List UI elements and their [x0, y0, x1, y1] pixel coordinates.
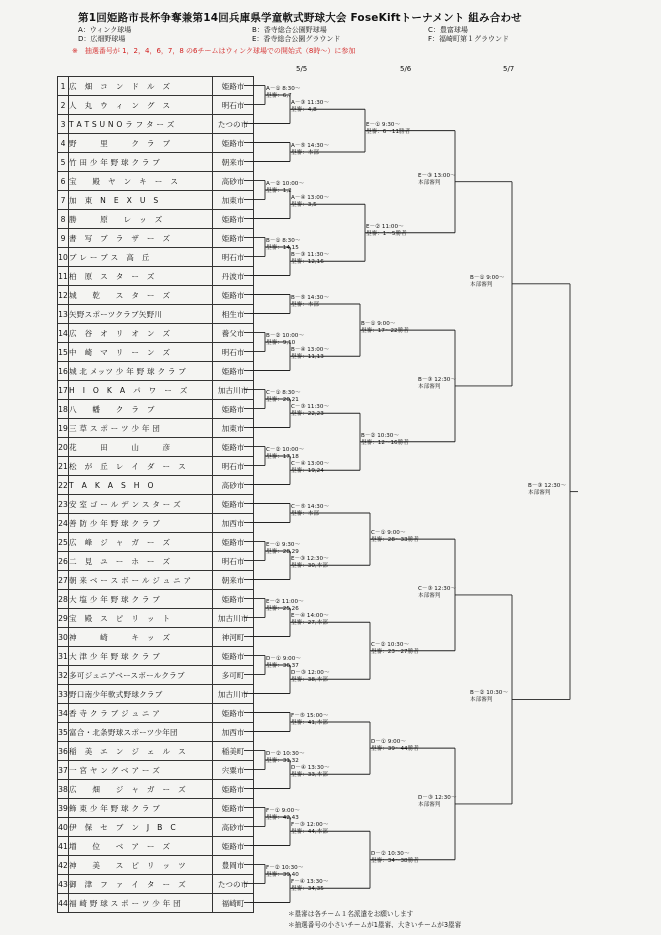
team-name: 大 津 少 年 野 球 ク ラ ブ [69, 647, 213, 666]
game-time: B－③ 12:30～ [418, 376, 456, 383]
game-label [366, 122, 410, 136]
game-umpire: 塁審：3,5 [291, 202, 317, 209]
team-name: 大 塩 少 年 野 球 ク ラ ブ [69, 590, 213, 609]
team-name: 広 畑 コ ン ド ル ズ [69, 77, 213, 96]
game-time: E－① 9:30～ [266, 542, 301, 548]
game-label [371, 530, 419, 544]
footnote-1: ＊塁審は各チーム１名派遣をお願いします [288, 910, 414, 918]
game-time: A－③ 11:30～ [291, 100, 329, 107]
game-label [291, 556, 329, 570]
team-name: 城 北 メッツ 少 年 野 球 ク ラ ブ [69, 362, 213, 381]
team-number: 16 [58, 362, 69, 381]
game-umpire: 塁審：23～27勝者 [371, 648, 419, 655]
team-name: 松 が 丘 レ イ ダ ー ス [69, 457, 213, 476]
team-number: 17 [58, 381, 69, 400]
team-name: 中 崎 マ リ ー ン ズ [69, 343, 213, 362]
game-umpire: 塁審：28～33勝者 [371, 537, 419, 544]
team-number: 44 [58, 894, 69, 913]
team-number: 28 [58, 590, 69, 609]
game-umpire: 塁審：6～11勝者 [366, 128, 411, 135]
game-label [266, 447, 304, 461]
team-number: 43 [58, 875, 69, 894]
game-time: B－⑤ 14:30～ [291, 295, 329, 301]
game-label [291, 670, 329, 684]
team-name: 八 幡 ク ラ ブ [69, 400, 213, 419]
team-city: 姫路市 [213, 229, 254, 248]
team-name: 安 室 ゴ ー ル デ ン ス タ ー ズ [69, 495, 213, 514]
team-name: 野 里 ク ラ ブ [69, 134, 213, 153]
game-time: B－④ 13:00～ [291, 347, 329, 354]
game-umpire: 塁審：本部 [291, 302, 319, 308]
game-time: E－① 9:30～ [366, 121, 401, 128]
team-name: 広 峰 ジ ャ ガ ー ズ [69, 533, 213, 552]
game-label [266, 808, 300, 822]
game-label [266, 333, 304, 347]
team-number: 8 [58, 210, 69, 229]
game-umpire: 塁審：22,23 [291, 411, 324, 418]
team-number: 15 [58, 343, 69, 362]
team-name: T A T S U N O ラ フ タ ー ズ [69, 115, 213, 134]
game-umpire: 本部審判 [418, 179, 441, 186]
team-name: 人 丸 ウ ィ ン グ ス [69, 96, 213, 115]
game-time: F－④ 13:30～ [291, 879, 329, 886]
game-label [291, 100, 329, 114]
game-label [470, 275, 504, 289]
team-name: 増 位 ベ ア ー ズ [69, 837, 213, 856]
team-city: 多可町 [213, 666, 254, 685]
team-number: 5 [58, 153, 69, 172]
team-number: 35 [58, 723, 69, 742]
game-time: B－② 10:30～ [361, 432, 399, 439]
game-umpire: 塁審：20,21 [266, 397, 299, 403]
team-city: 姫路市 [213, 780, 254, 799]
game-umpire: 塁審：38,本部 [291, 677, 328, 684]
team-city: 加西市 [213, 723, 254, 742]
team-name: 野口南少年軟式野球クラブ [69, 685, 213, 704]
team-city: 加古川市 [213, 381, 254, 400]
venue-f: F：福崎町第１グラウンド [428, 35, 510, 43]
game-label [418, 377, 456, 391]
game-umpire: 塁審：28,29 [266, 549, 299, 555]
venue-b: B：香寺総合公園野球場 [252, 26, 327, 34]
team-number: 26 [58, 552, 69, 571]
venue-c: C：豊富球場 [428, 26, 468, 34]
game-umpire: 塁審：41,本部 [291, 720, 328, 726]
game-umpire: 塁審：39,40 [266, 872, 299, 878]
team-city: 稲美町 [213, 742, 254, 761]
team-number: 29 [58, 609, 69, 628]
game-umpire: 塁審：1～5勝者 [366, 230, 407, 237]
team-number: 42 [58, 856, 69, 875]
game-umpire: 塁審：33,本部 [291, 772, 328, 779]
game-label [291, 195, 329, 209]
game-label [266, 656, 301, 670]
game-time: C－① 8:30～ [266, 390, 301, 396]
team-number: 11 [58, 267, 69, 286]
team-city: 姫路市 [213, 362, 254, 381]
team-city: 姫路市 [213, 647, 254, 666]
game-time: D－③ 12:00～ [291, 670, 330, 677]
game-time: A－⑤ 14:30～ [291, 143, 329, 149]
team-city: 加古川市 [213, 685, 254, 704]
game-time: B－① 9:00～ [361, 321, 396, 328]
game-umpire: 塁審：9,10 [266, 340, 296, 346]
team-name: 広 谷 オ リ オ ン ズ [69, 324, 213, 343]
game-umpire: 塁審：17～22勝者 [361, 328, 409, 335]
team-number: 27 [58, 571, 69, 590]
team-city: 神河町 [213, 628, 254, 647]
game-label [418, 795, 456, 809]
team-name: 善 防 少 年 野 球 ク ラ ブ [69, 514, 213, 533]
game-label [291, 461, 329, 475]
team-name: 城 乾 ス タ ー ズ [69, 286, 213, 305]
team-number: 4 [58, 134, 69, 153]
game-time: F－⑤ 15:00～ [291, 713, 329, 719]
team-name: 二 見 ユ ー ホ ー ズ [69, 552, 213, 571]
game-time: F－① 9:00～ [266, 808, 300, 814]
venue-a: A：ウィンク球場 [78, 26, 132, 34]
game-time: C－⑤ 14:30～ [291, 504, 330, 510]
game-time: A－① 8:30～ [266, 86, 301, 92]
team-city: 加西市 [213, 514, 254, 533]
game-umpire: 本部審判 [418, 801, 441, 808]
game-label [291, 613, 329, 627]
game-label [418, 586, 456, 600]
team-name: ブ レ ー ブ ス 高 丘 [69, 248, 213, 267]
date-day1: 5/5 [296, 65, 308, 73]
game-label [361, 321, 409, 335]
game-umpire: 塁審：39～44勝者 [371, 746, 419, 753]
game-time: D－④ 13:30～ [291, 765, 330, 772]
team-city: 加東市 [213, 191, 254, 210]
team-number: 23 [58, 495, 69, 514]
team-name: 飾 東 少 年 野 球 ク ラ ブ [69, 799, 213, 818]
game-label [528, 483, 566, 497]
team-city: 丹波市 [213, 267, 254, 286]
game-time: C－④ 13:00～ [291, 461, 330, 468]
team-city: 姫路市 [213, 134, 254, 153]
game-label [266, 599, 304, 613]
game-time: F－② 10:30～ [266, 865, 304, 871]
team-number: 32 [58, 666, 69, 685]
team-name: 柏 原 ス タ ー ズ [69, 267, 213, 286]
team-city: 高砂市 [213, 476, 254, 495]
game-umpire: 塁審：17,18 [266, 454, 299, 460]
game-time: D－① 9:00～ [371, 739, 406, 746]
team-city: 姫路市 [213, 400, 254, 419]
team-city: 姫路市 [213, 210, 254, 229]
game-time: B－③ 11:30～ [291, 252, 329, 259]
team-city: 豊岡市 [213, 856, 254, 875]
team-number: 20 [58, 438, 69, 457]
team-name: 広 畑 ジ ャ ガ ー ズ [69, 780, 213, 799]
game-umpire: 塁審：34,35 [291, 886, 324, 893]
team-number: 21 [58, 457, 69, 476]
game-label [291, 252, 329, 266]
game-umpire: 塁審：4,8 [291, 107, 317, 114]
game-label [291, 713, 328, 727]
team-name: H I O K A パ ワ ー ズ [69, 381, 213, 400]
team-city: 明石市 [213, 248, 254, 267]
game-time: C－③ 11:30～ [291, 404, 330, 411]
game-umpire: 本部審判 [418, 383, 441, 390]
team-city: たつの市 [213, 875, 254, 894]
team-number: 39 [58, 799, 69, 818]
team-city: 姫路市 [213, 533, 254, 552]
team-number: 41 [58, 837, 69, 856]
team-city: 明石市 [213, 343, 254, 362]
game-time: C－① 9:00～ [371, 530, 406, 537]
team-name: 神 美 ス ピ リ ッ ツ [69, 856, 213, 875]
team-number: 18 [58, 400, 69, 419]
game-time: B－② 10:30～ [470, 690, 508, 697]
game-label [371, 851, 419, 865]
team-city: たつの市 [213, 115, 254, 134]
game-time: B－① 9:00～ [470, 274, 505, 281]
venue-e: E：香寺総合公園グラウンド [252, 35, 341, 43]
team-number: 22 [58, 476, 69, 495]
team-city: 姫路市 [213, 837, 254, 856]
game-label [470, 690, 508, 704]
game-umpire: 塁審：44,本部 [291, 829, 328, 836]
venue-d: D：広畑野球場 [78, 35, 126, 43]
game-label [371, 739, 419, 753]
team-number: 12 [58, 286, 69, 305]
game-label [291, 765, 329, 779]
team-name: 御 津 フ ァ イ タ ー ズ [69, 875, 213, 894]
game-umpire: 本部審判 [418, 592, 441, 599]
team-city: 朝来市 [213, 571, 254, 590]
game-label [266, 238, 300, 252]
game-umpire: 塁審：12～16勝者 [361, 439, 409, 446]
game-label [291, 822, 328, 836]
team-number: 33 [58, 685, 69, 704]
team-number: 9 [58, 229, 69, 248]
game-time: D－② 10:30～ [266, 751, 305, 757]
team-number: 3 [58, 115, 69, 134]
game-umpire: 塁審：25,26 [266, 606, 299, 612]
game-time: C－② 10:00～ [266, 447, 305, 453]
team-city: 高砂市 [213, 172, 254, 191]
team-name: 多可ジュニアベースボールクラブ [69, 666, 213, 685]
footnote-2: ＊抽選番号の小さいチームが1塁審、大きいチームが3塁審 [288, 921, 462, 929]
team-city: 姫路市 [213, 77, 254, 96]
team-number: 38 [58, 780, 69, 799]
team-name: 一 宮 ヤ ン グ ベ ア ー ズ [69, 761, 213, 780]
game-time: E－② 11:00～ [366, 223, 404, 230]
game-umpire: 塁審：19,24 [291, 468, 324, 475]
team-city: 姫路市 [213, 704, 254, 723]
team-name: 竹 田 少 年 野 球 ク ラ ブ [69, 153, 213, 172]
game-time: D－① 9:00～ [266, 656, 301, 662]
team-city: 養父市 [213, 324, 254, 343]
team-number: 36 [58, 742, 69, 761]
game-label [371, 642, 419, 656]
team-name: T A K A S H O [69, 476, 213, 495]
team-city: 姫路市 [213, 799, 254, 818]
game-umpire: 塁審：27,本部 [291, 620, 328, 627]
team-city: 相生市 [213, 305, 254, 324]
game-umpire: 塁審：34～38勝者 [371, 857, 419, 864]
game-umpire: 塁審：本部 [291, 150, 319, 156]
team-number: 1 [58, 77, 69, 96]
game-label [361, 433, 409, 447]
game-time: E－③ 13:00～ [418, 172, 456, 179]
notice: ※ 抽選番号が 1，2，4，6，7，8 の6チームはウィンク球場での開始式（8時～）に参加 [72, 47, 356, 55]
game-time: B－② 10:00～ [266, 333, 304, 339]
game-umpire: 塁審：11,13 [291, 354, 324, 361]
team-number: 2 [58, 96, 69, 115]
game-umpire: 本部審判 [470, 697, 493, 704]
game-umpire: 塁審：12,16 [291, 259, 324, 266]
team-name: 朝 来 ベ ー ス ボ ー ル ジ ュ ニ ア [69, 571, 213, 590]
game-time: D－② 10:30～ [371, 850, 410, 857]
team-city: 姫路市 [213, 495, 254, 514]
team-name: 神 崎 キ ッ ズ [69, 628, 213, 647]
team-number: 7 [58, 191, 69, 210]
game-time: B－③ 12:30～ [528, 482, 566, 489]
game-time: A－② 10:00～ [266, 181, 304, 187]
date-day2: 5/6 [400, 65, 412, 73]
game-label [266, 181, 304, 195]
team-city: 姫路市 [213, 438, 254, 457]
team-name: 伊 保 セ ブ ン J B C [69, 818, 213, 837]
team-number: 14 [58, 324, 69, 343]
game-time: D－③ 12:30～ [418, 794, 457, 801]
team-city: 宍粟市 [213, 761, 254, 780]
game-label [291, 347, 329, 361]
team-city: 明石市 [213, 552, 254, 571]
team-name: 香 寺 ク ラ ブ ジ ュ ニ ア [69, 704, 213, 723]
game-umpire: 塁審：31,32 [266, 758, 299, 764]
game-label [266, 542, 300, 556]
team-name: 宝 殿 ヤ ン キ ー ス [69, 172, 213, 191]
team-number: 25 [58, 533, 69, 552]
team-name: 加 東 N E X U S [69, 191, 213, 210]
team-name: 花 田 山 彦 [69, 438, 213, 457]
page-title: 第1回姫路市長杯争奪兼第14回兵庫県学童軟式野球大会 FoseKiftトーナメント 組み合わせ [78, 12, 522, 24]
game-label [418, 173, 456, 187]
team-city: 高砂市 [213, 818, 254, 837]
game-umpire: 塁審：本部 [291, 511, 319, 517]
team-city: 加古川市 [213, 609, 254, 628]
team-city: 姫路市 [213, 286, 254, 305]
team-name: 勝 原 レ ッ ズ [69, 210, 213, 229]
team-city: 明石市 [213, 96, 254, 115]
team-number: 40 [58, 818, 69, 837]
game-time: F－③ 12:00～ [291, 822, 329, 829]
team-number: 19 [58, 419, 69, 438]
team-number: 30 [58, 628, 69, 647]
game-time: C－② 10:30～ [371, 641, 410, 648]
game-umpire: 塁審：6,7 [266, 93, 292, 99]
team-name: 矢野スポーツクラブ矢野川 [69, 305, 213, 324]
game-umpire: 塁審：1,2 [266, 188, 292, 194]
game-label [291, 295, 329, 309]
team-name: 福 崎 野 球 ス ポ ー ツ 少 年 団 [69, 894, 213, 913]
game-label [291, 879, 328, 893]
team-number: 13 [58, 305, 69, 324]
team-number: 34 [58, 704, 69, 723]
game-label [266, 865, 303, 879]
game-time: E－④ 14:00～ [291, 613, 329, 620]
team-number: 10 [58, 248, 69, 267]
team-name: 三 草 ス ポ ー ツ 少 年 団 [69, 419, 213, 438]
game-umpire: 本部審判 [470, 281, 493, 288]
game-label [266, 390, 300, 404]
game-time: A－④ 13:00～ [291, 195, 329, 202]
team-name: 宝 殿 ス ピ リ ッ ト [69, 609, 213, 628]
game-umpire: 本部審判 [528, 489, 551, 496]
game-label [266, 86, 300, 100]
game-umpire: 塁審：42,43 [266, 815, 299, 821]
game-umpire: 塁審：30,本部 [291, 563, 328, 570]
game-label [266, 751, 304, 765]
game-label [366, 224, 407, 238]
team-city: 福崎町 [213, 894, 254, 913]
game-time: E－② 11:00～ [266, 599, 304, 605]
game-label [291, 504, 329, 518]
team-number: 31 [58, 647, 69, 666]
date-day3: 5/7 [503, 65, 515, 73]
game-time: C－③ 12:30～ [418, 585, 457, 592]
team-name: 富合・北条野球スポーツ少年団 [69, 723, 213, 742]
game-time: B－① 8:30～ [266, 238, 301, 244]
game-time: E－③ 12:30～ [291, 556, 329, 563]
team-number: 24 [58, 514, 69, 533]
game-label [291, 143, 329, 157]
team-name: 書 写 ブ ラ ザ ー ズ [69, 229, 213, 248]
team-city: 朝来市 [213, 153, 254, 172]
team-city: 姫路市 [213, 590, 254, 609]
team-city: 加東市 [213, 419, 254, 438]
game-umpire: 塁審：36,37 [266, 663, 299, 669]
team-number: 6 [58, 172, 69, 191]
game-label [291, 404, 329, 418]
team-name: 稲 美 エ ン ジ ェ ル ス [69, 742, 213, 761]
team-number: 37 [58, 761, 69, 780]
team-city: 明石市 [213, 457, 254, 476]
game-umpire: 塁審：14,15 [266, 245, 299, 251]
